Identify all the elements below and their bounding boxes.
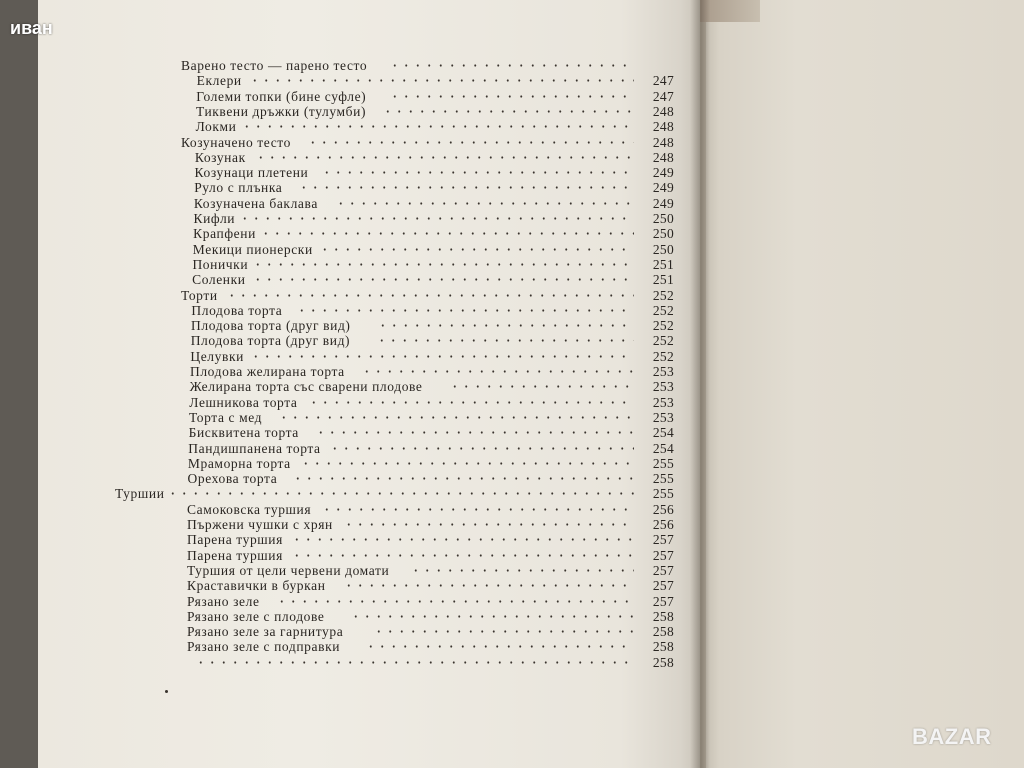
toc-leader-dots [361, 370, 634, 373]
toc-entry [38, 471, 674, 486]
toc-entry [38, 349, 674, 364]
toc-page-number: 256 [652, 517, 674, 532]
toc-leader-dots [252, 278, 634, 281]
toc-page-number: 253 [652, 409, 674, 425]
toc-entry [38, 517, 674, 532]
toc-leader-dots [321, 508, 634, 511]
toc-entry-title: Желирана торта със сварени плодове [189, 379, 423, 395]
toc-page-number: 253 [652, 394, 674, 410]
toc-entry [38, 180, 674, 195]
toc-entry-title: Плодова торта [191, 302, 283, 318]
toc-leader-dots [300, 462, 635, 465]
toc-leader-dots [249, 79, 634, 82]
toc-entry [38, 532, 674, 547]
toc-leader-dots [250, 355, 634, 358]
toc-entry [38, 196, 674, 211]
toc-entry-title: Козуначена баклава [193, 195, 318, 211]
toc-entry-title: Пържени чушки с хрян [187, 517, 333, 532]
toc-entry-title: Кифли [193, 211, 236, 226]
toc-page-number: 258 [652, 624, 674, 640]
toc-entry [38, 257, 674, 272]
toc-page-number: 247 [652, 73, 674, 89]
toc-entry-title: Туршии [115, 486, 165, 502]
toc-entry-title: Целувки [190, 348, 244, 364]
toc-page-number: 248 [652, 134, 674, 150]
toc-leader-dots [373, 630, 634, 633]
table-of-contents [38, 0, 700, 768]
toc-entry [38, 272, 674, 287]
toc-page-number: 257 [652, 578, 674, 594]
toc-entry [38, 563, 674, 578]
toc-entry-title: Туршия от цели червени домати [187, 562, 390, 578]
toc-entry [38, 135, 674, 150]
toc-leader-dots [377, 324, 634, 327]
toc-leader-dots [276, 600, 634, 603]
toc-leader-dots [308, 401, 634, 404]
toc-page-number: 249 [652, 195, 674, 211]
toc-page-number: 258 [652, 639, 674, 655]
toc-leader-dots [307, 141, 634, 144]
toc-page-number: 249 [652, 180, 674, 196]
toc-entry-title: Пандишпанена торта [188, 440, 321, 456]
toc-entry-title: Соленки [192, 272, 246, 288]
toc-entry [38, 502, 674, 517]
toc-entry [38, 73, 674, 88]
right-book-page [700, 0, 1024, 768]
toc-entry [38, 441, 674, 456]
toc-entry [38, 288, 674, 303]
toc-leader-dots [260, 232, 634, 235]
toc-page-number: 258 [652, 654, 674, 670]
toc-entry [38, 624, 674, 639]
toc-page-number: 252 [652, 318, 674, 334]
toc-page-number: 250 [652, 211, 674, 226]
left-book-page [38, 0, 700, 768]
toc-leader-dots [321, 171, 634, 174]
toc-leader-dots [298, 186, 634, 189]
toc-page-number: 248 [652, 119, 674, 135]
toc-entry [38, 425, 674, 440]
toc-entry [38, 639, 674, 654]
toc-page-number: 255 [652, 455, 674, 471]
toc-entry-title: Тиквени дръжки (тулумби) [195, 103, 367, 119]
toc-entry [38, 165, 674, 180]
toc-leader-dots [350, 615, 634, 618]
toc-entry [38, 104, 674, 119]
toc-entry [38, 609, 674, 624]
toc-entry [38, 333, 674, 348]
toc-page-number: 257 [652, 532, 674, 548]
toc-entry-title: Плодова желирана торта [190, 364, 345, 379]
page-mark [165, 690, 168, 693]
toc-entry-title: Козунак [194, 149, 246, 165]
book-gutter [690, 0, 710, 768]
toc-page-number: 249 [652, 165, 674, 181]
toc-entry [38, 410, 674, 425]
toc-page-number: 253 [652, 379, 674, 395]
toc-entry-title: Еклери [196, 73, 242, 89]
toc-entry [38, 150, 674, 165]
toc-entry [38, 226, 674, 241]
toc-entry [38, 379, 674, 394]
toc-entry [38, 318, 674, 333]
toc-leader-dots [410, 569, 634, 572]
toc-page-number: 248 [652, 149, 674, 165]
toc-leader-dots [167, 492, 634, 495]
toc-page-number: 250 [652, 226, 674, 242]
toc-entry-title: Козуначено тесто [181, 134, 291, 150]
toc-entry-title: Варено тесто — парено тесто [181, 58, 368, 73]
toc-page-number: 255 [652, 486, 674, 502]
toc-entry [38, 89, 674, 104]
toc-leader-dots [241, 125, 634, 128]
toc-page-number: 254 [652, 440, 674, 456]
toc-entry [38, 242, 674, 257]
toc-page-number: 247 [652, 88, 674, 104]
toc-entry-title: Рязано зеле за гарнитура [187, 624, 344, 640]
toc-entry-title: Парена туршия [187, 547, 283, 563]
toc-entry-title: Орехова торта [187, 471, 278, 487]
toc-entry-title: Плодова торта (друг вид) [190, 333, 351, 349]
toc-entry-title: Рязано зеле с плодове [187, 608, 325, 624]
toc-entry [38, 456, 674, 471]
toc-leader-dots [296, 309, 634, 312]
toc-entry-title: Понички [192, 256, 249, 272]
toc-entry [38, 578, 674, 593]
toc-leader-dots [329, 447, 634, 450]
toc-entry-title: Локми [195, 119, 237, 135]
toc-page-number: 256 [652, 501, 674, 517]
toc-entry-title: Козунаци плетени [194, 165, 309, 181]
watermark-logo: BAZAR [912, 724, 992, 749]
toc-entry-title: Крапфени [193, 226, 256, 242]
toc-leader-dots [226, 294, 634, 297]
toc-leader-dots [449, 385, 634, 388]
toc-leader-dots [389, 64, 634, 67]
toc-leader-dots [335, 202, 634, 205]
toc-page-number: 251 [652, 272, 674, 288]
toc-leader-dots [195, 661, 634, 664]
toc-page-number: 254 [652, 425, 674, 441]
toc-leader-dots [291, 538, 634, 541]
toc-leader-dots [376, 339, 634, 342]
toc-entry-title: Големи топки (бине суфле) [196, 88, 367, 104]
toc-page-number: 248 [652, 103, 674, 119]
toc-page-number: 253 [652, 364, 674, 379]
toc-entry [38, 655, 674, 670]
toc-page-number: 252 [652, 348, 674, 364]
toc-entry-title: Бисквитена торта [188, 425, 299, 441]
toc-entry-title: Рязано зеле [187, 593, 260, 609]
toc-leader-dots [292, 477, 634, 480]
toc-entry [38, 58, 674, 73]
toc-leader-dots [343, 523, 634, 526]
toc-entry-title: Торта с мед [188, 409, 263, 425]
toc-page-number: 255 [652, 471, 674, 487]
toc-entry-title: Мекици пионерски [192, 241, 313, 257]
toc-page-number: 257 [652, 593, 674, 609]
toc-page-number: 257 [652, 547, 674, 563]
toc-entry-title: Мраморна торта [187, 455, 291, 471]
toc-leader-dots [343, 584, 634, 587]
toc-entry-title: Торти [181, 287, 218, 303]
toc-entry [38, 486, 674, 501]
toc-entry-title: Рязано зеле с подправки [187, 639, 341, 655]
toc-leader-dots [278, 416, 634, 419]
toc-leader-dots [315, 431, 634, 434]
toc-leader-dots [239, 217, 635, 220]
toc-entry [38, 594, 674, 609]
toc-page-number: 250 [652, 241, 674, 257]
toc-entry-title: Краставички в буркан [187, 578, 326, 594]
toc-page-number: 252 [652, 302, 674, 318]
toc-entry-title: Лешникова торта [189, 394, 298, 410]
toc-leader-dots [255, 156, 634, 159]
toc-entry [38, 364, 674, 379]
toc-page-number: 252 [652, 333, 674, 349]
watermark-username: иван [10, 18, 53, 38]
toc-entry [38, 395, 674, 410]
toc-leader-dots [389, 95, 634, 98]
toc-entry-title: Руло с плънка [194, 180, 283, 196]
toc-page-number: 257 [652, 562, 674, 578]
toc-entry [38, 119, 674, 134]
toc-page-number: 252 [652, 287, 674, 303]
toc-entry [38, 211, 674, 226]
toc-page-number: 251 [652, 256, 674, 272]
toc-entry-title: Плодова торта (друг вид) [191, 318, 351, 334]
toc-entry [38, 303, 674, 318]
toc-entry [38, 548, 674, 563]
toc-leader-dots [365, 645, 634, 648]
toc-page-number: 258 [652, 608, 674, 624]
toc-leader-dots [319, 248, 634, 251]
toc-leader-dots [252, 263, 634, 266]
toc-leader-dots [382, 110, 634, 113]
toc-entry-title: Парена туршия [187, 532, 283, 548]
toc-leader-dots [291, 554, 634, 557]
toc-entry-title: Самоковска туршия [187, 501, 312, 517]
